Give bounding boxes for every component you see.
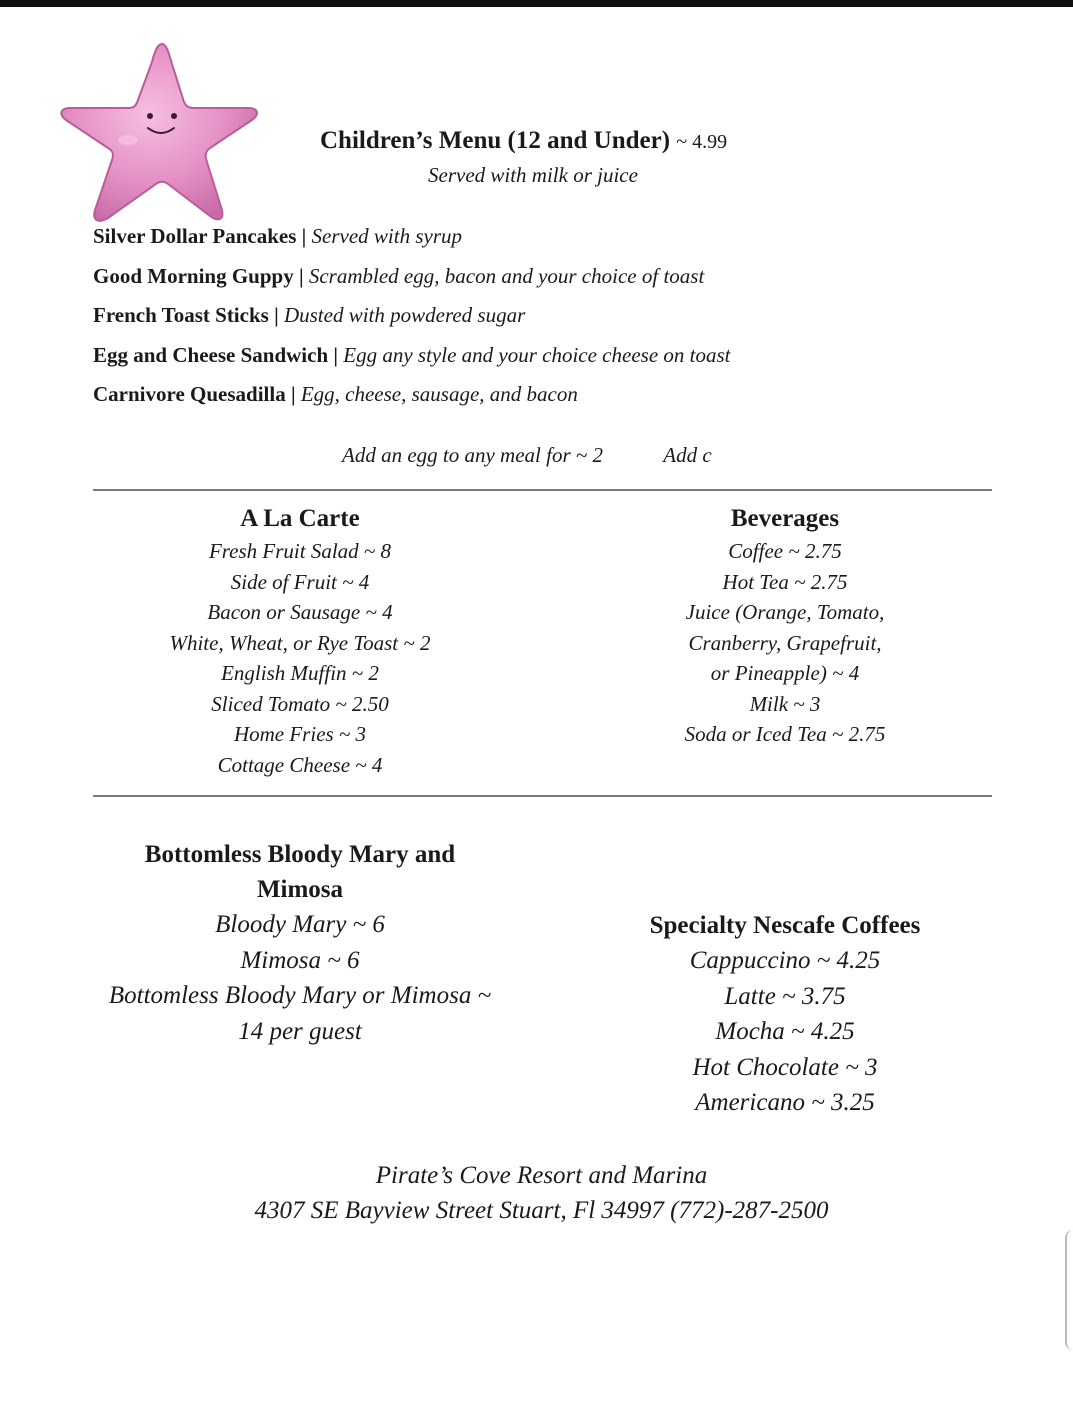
kids-item-desc: Egg any style and your choice cheese on toast: [343, 343, 731, 367]
menu-line: Cappuccino ~ 4.25: [689, 947, 881, 974]
footer: [0, 1158, 1073, 1228]
a-la-carte-section: [150, 502, 450, 780]
kids-item-name: French Toast Sticks |: [93, 303, 279, 327]
top-border: [0, 0, 1073, 7]
menu-line: Cottage Cheese ~ 4: [217, 752, 383, 777]
kids-item: [93, 343, 730, 368]
menu-line: Mimosa ~ 6: [240, 946, 360, 974]
restaurant-name: Pirate’s Cove Resort and Marina: [375, 1162, 708, 1189]
kids-item: [93, 264, 704, 289]
a-la-carte-title: A La Carte: [240, 505, 360, 532]
menu-line: Latte ~ 3.75: [724, 982, 846, 1010]
beverages-section: [640, 502, 930, 750]
kids-menu-heading: Children’s Menu (12 and Under): [320, 127, 671, 154]
specialty-title: Specialty Nescafe Coffees: [649, 912, 921, 939]
kids-item: [93, 224, 462, 249]
kids-item-name: Silver Dollar Pancakes |: [93, 224, 307, 248]
scroll-edge: [1065, 1230, 1073, 1350]
addon-c: Add c: [663, 443, 712, 467]
menu-line: Juice (Orange, Tomato,: [685, 600, 885, 624]
kids-item: [93, 303, 525, 328]
section-divider: [93, 489, 992, 491]
menu-line: Soda or Iced Tea ~ 2.75: [684, 722, 886, 746]
kids-item-desc: Egg, cheese, sausage, and bacon: [300, 382, 578, 406]
addon-egg: Add an egg to any meal for ~ 2: [342, 443, 603, 467]
menu-line: Mocha ~ 4.25: [715, 1018, 855, 1045]
menu-line: Milk ~ 3: [749, 691, 821, 716]
kids-addons: [342, 443, 712, 468]
menu-line: Hot Chocolate ~ 3: [692, 1053, 878, 1081]
starfish-mascot-icon: [58, 40, 263, 225]
menu-line: Home Fries ~ 3: [233, 722, 367, 746]
kids-item-name: Egg and Cheese Sandwich |: [93, 343, 339, 367]
menu-line: 14 per guest: [238, 1017, 362, 1045]
kids-menu-subtitle: Served with milk or juice: [428, 163, 638, 187]
menu-line: Sliced Tomato ~ 2.50: [211, 691, 389, 716]
menu-line: Americano ~ 3.25: [695, 1089, 875, 1116]
menu-line: Cranberry, Grapefruit,: [688, 630, 882, 655]
kids-item: [93, 382, 578, 407]
menu-line: Bottomless Bloody Mary or Mimosa ~: [108, 982, 492, 1009]
menu-line: Bloody Mary ~ 6: [215, 911, 385, 938]
menu-line: Hot Tea ~ 2.75: [722, 569, 848, 594]
kids-item-desc: Scrambled egg, bacon and your choice of toast: [308, 264, 705, 288]
kids-item-name: Carnivore Quesadilla |: [93, 382, 296, 406]
bottomless-title-line2: Mimosa: [256, 876, 344, 903]
specialty-coffees-section: [630, 908, 940, 1121]
menu-line: or Pineapple) ~ 4: [710, 661, 860, 685]
bottomless-section: [88, 837, 512, 1049]
kids-menu-price: ~ 4.99: [676, 131, 728, 153]
menu-line: Bacon or Sausage ~ 4: [207, 600, 393, 624]
restaurant-address: 4307 SE Bayview Street Stuart, Fl 34997 (772)-287-2500: [254, 1197, 829, 1224]
section-divider: [93, 795, 992, 797]
menu-line: Side of Fruit ~ 4: [230, 569, 370, 594]
kids-item-name: Good Morning Guppy |: [93, 264, 304, 288]
kids-item-desc: Dusted with powdered sugar: [283, 303, 526, 327]
menu-line: White, Wheat, or Rye Toast ~ 2: [169, 630, 431, 655]
menu-line: Fresh Fruit Salad ~ 8: [208, 539, 392, 563]
kids-menu-title: [320, 127, 727, 155]
beverages-title: Beverages: [730, 505, 840, 532]
kids-item-desc: Served with syrup: [311, 224, 462, 248]
bottomless-title-line1: Bottomless Bloody Mary and: [144, 841, 456, 868]
menu-line: Coffee ~ 2.75: [728, 539, 842, 563]
menu-line: English Muffin ~ 2: [221, 661, 379, 685]
